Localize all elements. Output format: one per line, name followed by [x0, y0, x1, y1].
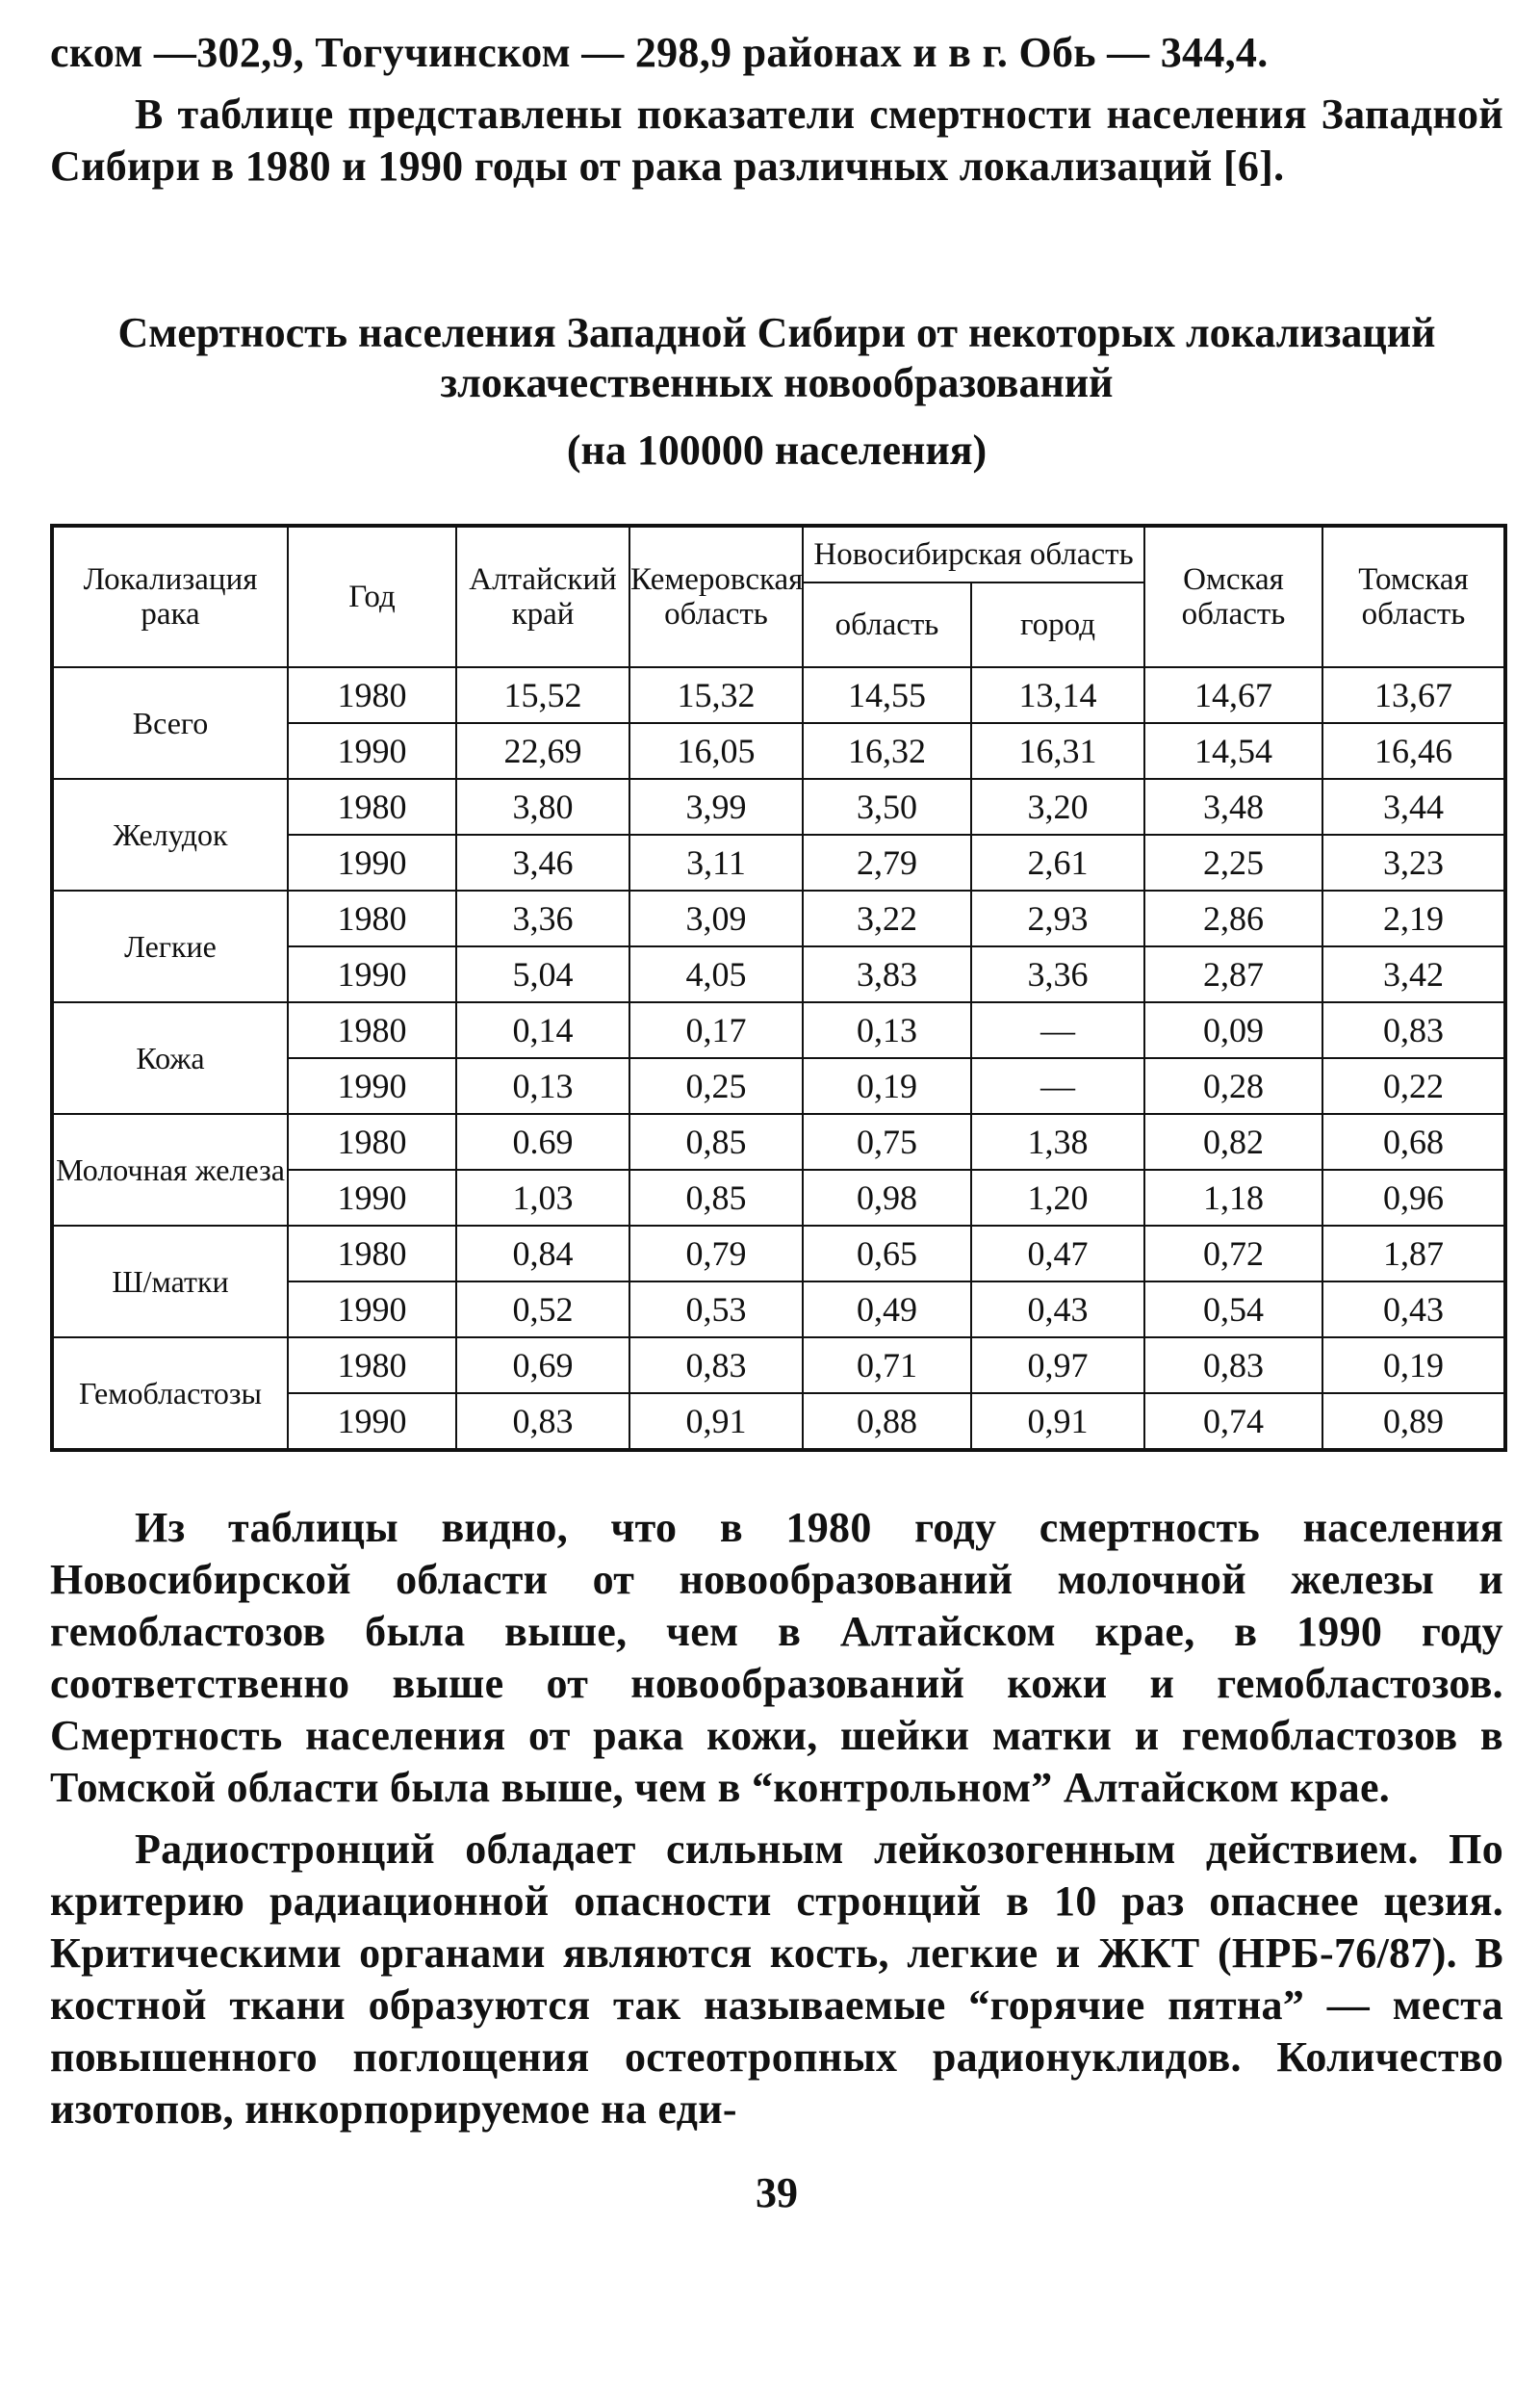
year-cell: 1990 [288, 1058, 456, 1114]
value-cell: 1,03 [456, 1170, 629, 1226]
value-cell: 0,19 [803, 1058, 971, 1114]
header-localization: Локализация рака [52, 526, 288, 667]
value-cell: 0,54 [1144, 1281, 1322, 1337]
year-cell: 1990 [288, 835, 456, 891]
header-tomsk: Томская область [1322, 526, 1505, 667]
localization-cell: Молочная железа [52, 1114, 288, 1226]
value-cell: 2,25 [1144, 835, 1322, 891]
table-row [52, 1114, 1505, 1170]
value-cell: 0,91 [971, 1393, 1144, 1450]
value-cell: 0,17 [629, 1002, 803, 1058]
value-cell: 2,93 [971, 891, 1144, 946]
value-cell: 1,38 [971, 1114, 1144, 1170]
value-cell: 0,97 [971, 1337, 1144, 1393]
value-cell: 0,43 [971, 1281, 1144, 1337]
value-cell: 0,68 [1322, 1114, 1505, 1170]
year-cell: 1990 [288, 1393, 456, 1450]
value-cell: 0,83 [1144, 1337, 1322, 1393]
header-novosibirsk-city: город [971, 582, 1144, 667]
value-cell: 0,85 [629, 1170, 803, 1226]
intro-paragraph: В таблице представлены показатели смертности населения Западной Сибири в 1980 и 1990 годы от рака различных локализаций [6]. [50, 91, 1503, 190]
value-cell: — [971, 1058, 1144, 1114]
conclusion-paragraph: Из таблицы видно, что в 1980 году смертность населения Новосибирской области от новообразований молочной железы и гемобластозов была выше, чем в Алтайском крае, в 1990 году соответственно выше от новообразований кожи и гемобластозов. Смертность населения от рака кожи, шейки матки и гемобластозов в Томской области была выше, чем в “контрольном” Алтайском крае. [50, 1504, 1503, 1811]
value-cell: 0,14 [456, 1002, 629, 1058]
mortality-table [50, 524, 1507, 1452]
value-cell: 0,13 [456, 1058, 629, 1114]
value-cell: 3,44 [1322, 779, 1505, 835]
value-cell: 0,98 [803, 1170, 971, 1226]
table-row [52, 1337, 1505, 1393]
table-title: Смертность населения Западной Сибири от некоторых локализаций злокачественных новообразований [117, 309, 1436, 406]
value-cell: 2,79 [803, 835, 971, 891]
value-cell: 3,80 [456, 779, 629, 835]
table-row [52, 1226, 1505, 1281]
value-cell: 0,79 [629, 1226, 803, 1281]
localization-cell: Гемобластозы [52, 1337, 288, 1450]
year-cell: 1990 [288, 1170, 456, 1226]
value-cell: 0,75 [803, 1114, 971, 1170]
year-cell: 1990 [288, 1281, 456, 1337]
value-cell: 0,69 [456, 1337, 629, 1393]
localization-cell: Кожа [52, 1002, 288, 1114]
value-cell: 0,74 [1144, 1393, 1322, 1450]
value-cell: 0,25 [629, 1058, 803, 1114]
header-novosibirsk: Новосибирская область [803, 526, 1144, 582]
value-cell: 3,46 [456, 835, 629, 891]
value-cell: 0,09 [1144, 1002, 1322, 1058]
value-cell: 13,14 [971, 667, 1144, 723]
year-cell: 1980 [288, 1114, 456, 1170]
year-cell: 1980 [288, 667, 456, 723]
value-cell: 2,87 [1144, 946, 1322, 1002]
value-cell: 16,31 [971, 723, 1144, 779]
table-subtitle: (на 100000 населения) [566, 427, 988, 474]
value-cell: 0,84 [456, 1226, 629, 1281]
value-cell: 3,11 [629, 835, 803, 891]
value-cell: 0,22 [1322, 1058, 1505, 1114]
value-cell: 0,85 [629, 1114, 803, 1170]
value-cell: 5,04 [456, 946, 629, 1002]
header-omsk: Омская область [1144, 526, 1322, 667]
value-cell: 3,36 [971, 946, 1144, 1002]
value-cell: 0,83 [456, 1393, 629, 1450]
strontium-paragraph: Радиостронций обладает сильным лейкозогенным действием. По критерию радиационной опасности стронций в 10 раз опаснее цезия. Критическими органами являются кость, легкие и ЖКТ (НРБ-76/87). В костной ткани образуются так называемые “горячие пятна” — места повышенного поглощения остеотропных радионуклидов. Количество изотопов, инкорпорируемое на еди- [50, 1825, 1503, 2133]
value-cell: 0,52 [456, 1281, 629, 1337]
value-cell: 0,28 [1144, 1058, 1322, 1114]
value-cell: 3,42 [1322, 946, 1505, 1002]
value-cell: 0,53 [629, 1281, 803, 1337]
value-cell: 0,49 [803, 1281, 971, 1337]
value-cell: 0,96 [1322, 1170, 1505, 1226]
value-cell: 0,88 [803, 1393, 971, 1450]
value-cell: 0,47 [971, 1226, 1144, 1281]
value-cell: 15,32 [629, 667, 803, 723]
value-cell: 4,05 [629, 946, 803, 1002]
value-cell: 2,19 [1322, 891, 1505, 946]
value-cell: 14,55 [803, 667, 971, 723]
header-altai: Алтайский край [456, 526, 629, 667]
value-cell: 2,86 [1144, 891, 1322, 946]
value-cell: 16,32 [803, 723, 971, 779]
value-cell: 0.69 [456, 1114, 629, 1170]
value-cell: 3,23 [1322, 835, 1505, 891]
value-cell: 3,09 [629, 891, 803, 946]
value-cell: — [971, 1002, 1144, 1058]
table-row [52, 891, 1505, 946]
value-cell: 16,05 [629, 723, 803, 779]
value-cell: 0,65 [803, 1226, 971, 1281]
value-cell: 16,46 [1322, 723, 1505, 779]
value-cell: 0,19 [1322, 1337, 1505, 1393]
year-cell: 1980 [288, 1226, 456, 1281]
value-cell: 0,71 [803, 1337, 971, 1393]
value-cell: 3,36 [456, 891, 629, 946]
page-number: 39 [756, 2169, 798, 2216]
value-cell: 1,18 [1144, 1170, 1322, 1226]
value-cell: 0,89 [1322, 1393, 1505, 1450]
value-cell: 13,67 [1322, 667, 1505, 723]
header-kemerovo: Кемеровская область [629, 526, 803, 667]
year-cell: 1980 [288, 1002, 456, 1058]
year-cell: 1980 [288, 779, 456, 835]
value-cell: 0,83 [1322, 1002, 1505, 1058]
localization-cell: Легкие [52, 891, 288, 1002]
localization-cell: Всего [52, 667, 288, 779]
table-row [52, 1002, 1505, 1058]
value-cell: 14,54 [1144, 723, 1322, 779]
year-cell: 1990 [288, 946, 456, 1002]
value-cell: 0,91 [629, 1393, 803, 1450]
value-cell: 15,52 [456, 667, 629, 723]
header-novosibirsk-oblast: область [803, 582, 971, 667]
table-body [52, 667, 1505, 1450]
value-cell: 0,43 [1322, 1281, 1505, 1337]
localization-cell: Желудок [52, 779, 288, 891]
value-cell: 3,20 [971, 779, 1144, 835]
value-cell: 3,22 [803, 891, 971, 946]
value-cell: 22,69 [456, 723, 629, 779]
value-cell: 3,83 [803, 946, 971, 1002]
value-cell: 0,13 [803, 1002, 971, 1058]
intro-line: ском —302,9, Тогучинском — 298,9 районах и в г. Обь — 344,4. [50, 29, 1269, 76]
value-cell: 3,48 [1144, 779, 1322, 835]
table-row [52, 779, 1505, 835]
page [50, 27, 1503, 2217]
value-cell: 14,67 [1144, 667, 1322, 723]
value-cell: 3,99 [629, 779, 803, 835]
value-cell: 0,83 [629, 1337, 803, 1393]
value-cell: 1,20 [971, 1170, 1144, 1226]
value-cell: 0,72 [1144, 1226, 1322, 1281]
header-year: Год [288, 526, 456, 667]
value-cell: 3,50 [803, 779, 971, 835]
value-cell: 1,87 [1322, 1226, 1505, 1281]
localization-cell: Ш/матки [52, 1226, 288, 1337]
table-row [52, 667, 1505, 723]
value-cell: 2,61 [971, 835, 1144, 891]
year-cell: 1980 [288, 1337, 456, 1393]
value-cell: 0,82 [1144, 1114, 1322, 1170]
year-cell: 1990 [288, 723, 456, 779]
year-cell: 1980 [288, 891, 456, 946]
